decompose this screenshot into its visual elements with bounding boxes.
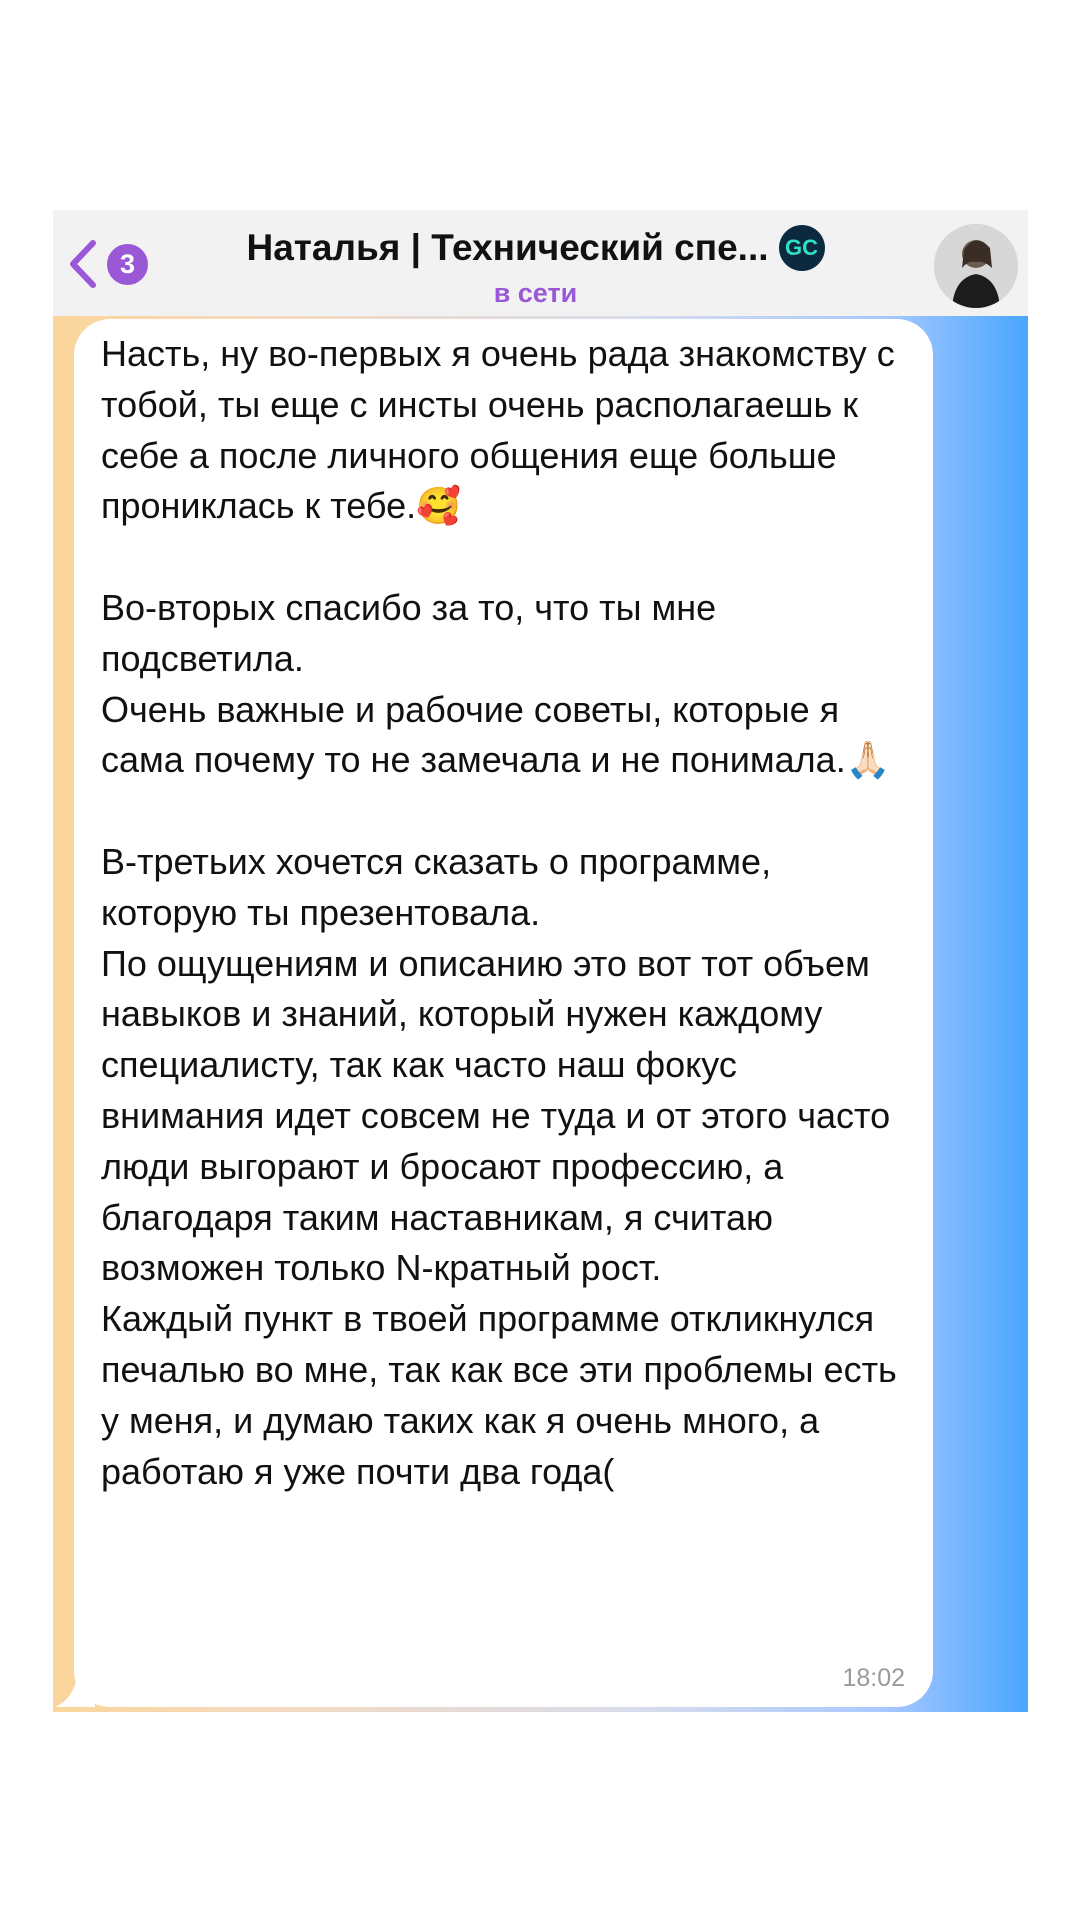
chat-title-block[interactable] bbox=[183, 220, 888, 309]
online-status: в сети bbox=[493, 278, 578, 308]
message-text: Насть, ну во-первых я очень рада знакомству с тобой, ты еще с инсты очень располагаешь к себе а после личного общения еще больше прониклась к тебе.🥰 Во-вторых спасибо за то, что ты мне подсветила. Очень важные и рабочие советы, которые я сама почему то не замечала и не понимала.🙏🏻 В-третьих хочется сказать о программе, которую ты презентовала. По ощущениям и описанию это вот тот объем навыков и знаний, который нужен каждому специалисту, так как часто наш фокус внимания идет совсем не туда и от этого часто люди выгорают и бросают профессию, а благодаря таким наставникам, я считаю возможен только N-кратный рост. Каждый пункт в твоей программе откликнулся печалью во мне, так как все эти проблемы есть у меня, и думаю таких как я очень много, а работаю я уже почти два года( bbox=[101, 333, 897, 1492]
chevron-left-icon bbox=[63, 237, 103, 291]
chat-wallpaper bbox=[53, 316, 1028, 1712]
chat-title: Наталья | Технический спе... bbox=[246, 227, 769, 268]
message-time: 18:02 bbox=[842, 1664, 905, 1692]
chat-screenshot bbox=[53, 210, 1028, 1712]
unread-count-badge: 3 bbox=[107, 244, 148, 285]
gc-badge-icon: GC bbox=[779, 225, 825, 271]
message-bubble[interactable] bbox=[74, 319, 933, 1707]
bubble-tail bbox=[55, 1677, 95, 1707]
avatar[interactable] bbox=[934, 224, 1018, 308]
avatar-photo-icon bbox=[934, 224, 1018, 308]
chat-header bbox=[53, 210, 1028, 316]
back-button[interactable] bbox=[63, 236, 173, 292]
